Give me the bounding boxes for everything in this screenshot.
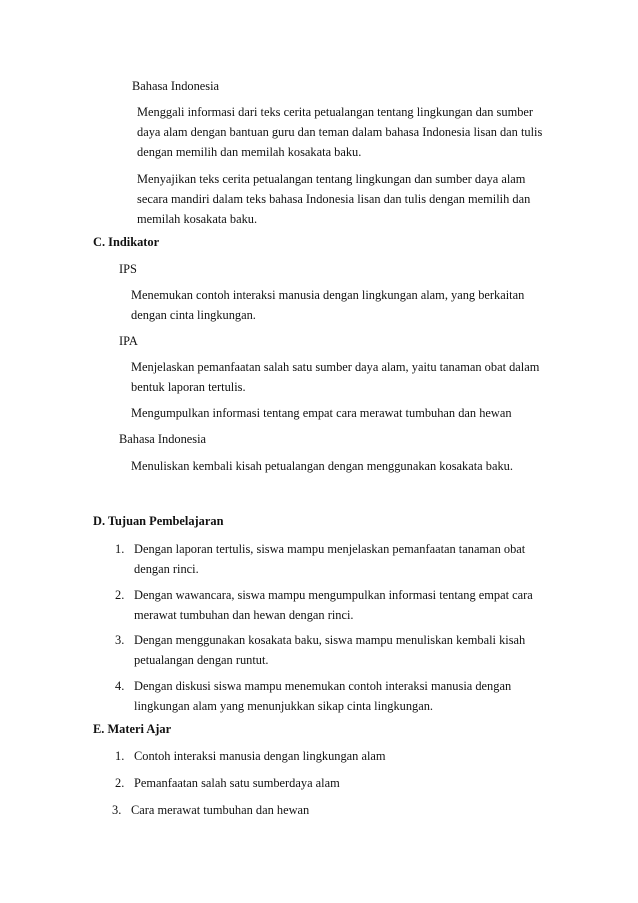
materi-list-item-1 xyxy=(115,748,386,764)
materi-list-item-2 xyxy=(115,775,340,791)
list-number: 2. xyxy=(115,588,125,602)
section-heading-indikator: C. Indikator xyxy=(93,235,160,249)
paragraph-line: Menggali informasi dari teks cerita petualangan tentang lingkungan dan sumber xyxy=(137,105,534,119)
subject-label-bahasa-indonesia-indikator: Bahasa Indonesia xyxy=(119,432,207,446)
list-item-text: Contoh interaksi manusia dengan lingkungan alam xyxy=(134,749,386,763)
paragraph-line: secara mandiri dalam teks bahasa Indonesia lisan dan tulis dengan memilih dan xyxy=(137,192,531,206)
list-item-line xyxy=(115,587,533,603)
subject-label-ipa: IPA xyxy=(119,334,138,348)
indikator-bahasa-paragraph: Menuliskan kembali kisah petualangan dengan menggunakan kosakata baku. xyxy=(131,459,513,473)
paragraph-line: Menjelaskan pemanfaatan salah satu sumber daya alam, yaitu tanaman obat dalam xyxy=(131,360,540,374)
list-number: 1. xyxy=(115,749,125,763)
list-number: 1. xyxy=(115,542,125,556)
paragraph-line: memilah kosakata baku. xyxy=(137,212,258,226)
section-heading-materi-ajar: E. Materi Ajar xyxy=(93,722,172,736)
list-item-text: Pemanfaatan salah satu sumberdaya alam xyxy=(134,776,340,790)
indikator-ipa-paragraph-2: Mengumpulkan informasi tentang empat cara merawat tumbuhan dan hewan xyxy=(131,406,512,420)
subject-label-ips: IPS xyxy=(119,262,137,276)
list-item-text: Dengan menggunakan kosakata baku, siswa mampu menuliskan kembali kisah xyxy=(134,633,526,647)
paragraph-line: daya alam dengan bantuan guru dan teman dalam bahasa Indonesia lisan dan tulis xyxy=(137,125,543,139)
materi-list-item-3 xyxy=(112,802,309,818)
list-item-line xyxy=(115,632,525,648)
list-item-text: Cara merawat tumbuhan dan hewan xyxy=(131,803,310,817)
list-item-line: merawat tumbuhan dan hewan dengan rinci. xyxy=(134,608,354,622)
list-item-line: petualangan dengan runtut. xyxy=(134,653,269,667)
list-number: 2. xyxy=(115,776,125,790)
paragraph-line: Menemukan contoh interaksi manusia dengan lingkungan alam, yang berkaitan xyxy=(131,288,525,302)
section-heading-tujuan-pembelajaran: D. Tujuan Pembelajaran xyxy=(93,514,224,528)
paragraph-line: Menyajikan teks cerita petualangan tentang lingkungan dan sumber daya alam xyxy=(137,172,526,186)
list-number: 4. xyxy=(115,679,125,693)
list-item-line xyxy=(115,541,525,557)
list-item-line: dengan rinci. xyxy=(134,562,199,576)
list-item-line xyxy=(115,678,511,694)
list-number: 3. xyxy=(115,633,125,647)
list-number: 3. xyxy=(112,803,122,817)
list-item-text: Dengan diskusi siswa mampu menemukan contoh interaksi manusia dengan xyxy=(134,679,512,693)
subject-label-bahasa-indonesia: Bahasa Indonesia xyxy=(132,79,220,93)
paragraph-line: dengan memilih dan memilah kosakata baku. xyxy=(137,145,362,159)
list-item-text: Dengan laporan tertulis, siswa mampu menjelaskan pemanfaatan tanaman obat xyxy=(134,542,526,556)
paragraph-line: bentuk laporan tertulis. xyxy=(131,380,246,394)
list-item-line: lingkungan alam yang menunjukkan sikap cinta lingkungan. xyxy=(134,699,434,713)
list-item-text: Dengan wawancara, siswa mampu mengumpulkan informasi tentang empat cara xyxy=(134,588,533,602)
paragraph-line: dengan cinta lingkungan. xyxy=(131,308,256,322)
